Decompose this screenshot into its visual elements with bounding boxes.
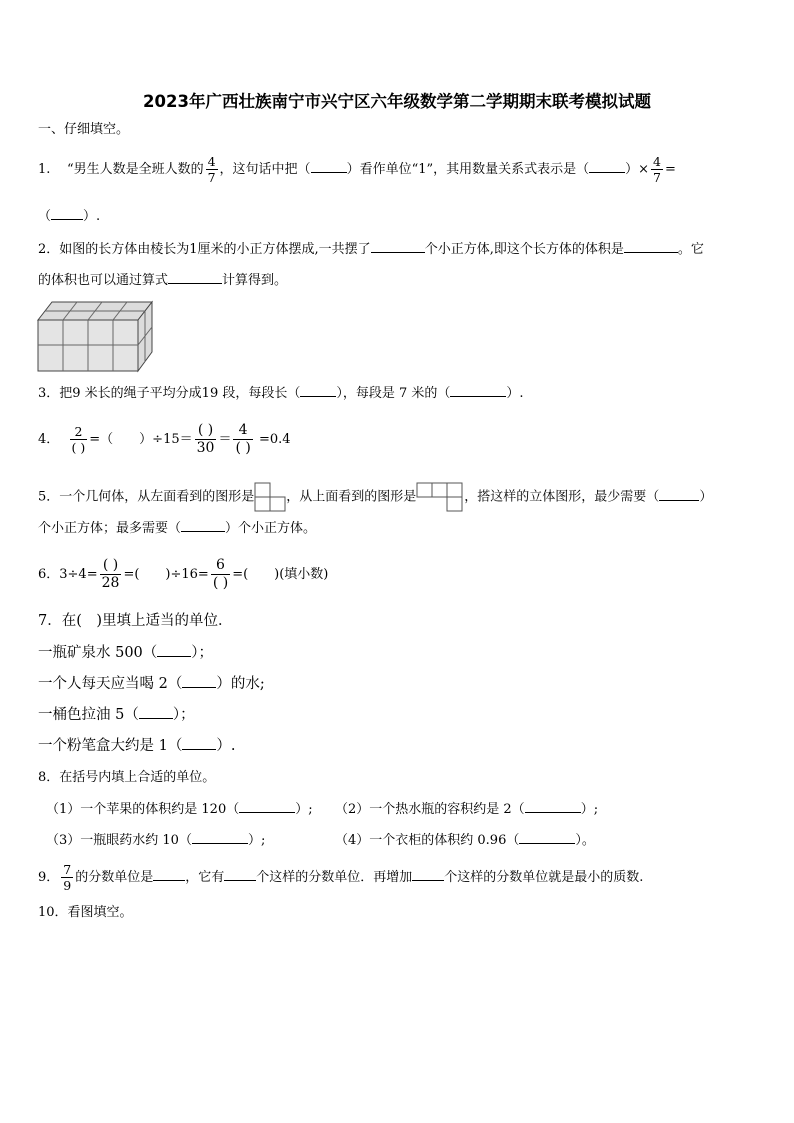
question-8-item: （3）一瓶眼药水约 10（ ）; [46, 833, 266, 848]
section-heading: 一、仔细填空。 [38, 122, 130, 137]
answer-blank[interactable] [181, 519, 225, 532]
fraction: $\frac{4}{( )}$ [235, 422, 251, 456]
answer-blank[interactable] [168, 271, 222, 284]
fraction: $\frac{6}{( )}$ [212, 557, 229, 591]
fraction: $\frac{7}{9}$ [63, 861, 72, 893]
fraction: $\frac{( )}{28}$ [101, 557, 120, 591]
left-view-figure [254, 482, 286, 512]
question-3: 3．把9 米长的绳子平均分成19 段，每段长（ ），每段是 7 米的（ ）. [38, 386, 524, 401]
question-6: 6．3÷4= $\frac{( )}{28}$ =( )÷16= $\frac{6}{( )}$ =( )(填小数) [38, 557, 329, 591]
page-title: 2023年广西壮族南宁市兴宁区六年级数学第二学期期末联考模拟试题 [143, 92, 651, 111]
question-7-item: 一个人每天应当喝 2（ ）的水; [38, 676, 265, 692]
question-5-continued: 个小正方体；最多需要（ ）个小正方体。 [38, 521, 317, 536]
question-10: 10．看图填空。 [38, 905, 133, 920]
answer-blank[interactable] [224, 868, 256, 881]
answer-blank[interactable] [157, 644, 191, 657]
question-5: 5．一个几何体，从左面看到的图形是 ，从上面看到的图形是 ，搭这样的立体图形，最少需要（ ） [38, 482, 712, 512]
top-view-figure [416, 482, 464, 512]
answer-blank[interactable] [624, 240, 678, 253]
answer-blank[interactable] [239, 800, 295, 813]
answer-blank[interactable] [525, 800, 581, 813]
question-8-item: （1）一个苹果的体积约是 120（ ）; [46, 802, 313, 817]
question-7-item: 一瓶矿泉水 500（ ）； [38, 645, 214, 661]
answer-blank[interactable] [192, 831, 248, 844]
answer-blank[interactable] [182, 737, 216, 750]
answer-blank[interactable] [450, 384, 506, 397]
answer-blank[interactable] [182, 675, 216, 688]
question-9: 9． $\frac{7}{9}$ 的分数单位是 ，它有 个这样的分数单位．再增加 个这样的分数单位就是最小的质数. [38, 861, 644, 893]
answer-blank[interactable] [300, 384, 336, 397]
question-2: 2．如图的长方体由棱长为1厘米的小正方体摆成,一共摆了 个小正方体,即这个长方体的体积是 。它 [38, 242, 704, 257]
answer-blank[interactable] [519, 831, 575, 844]
question-8-item: （2）一个热水瓶的容积约是 2（ ）; [335, 802, 599, 817]
answer-blank[interactable] [139, 706, 173, 719]
question-7-item: 一桶色拉油 5（ ）； [38, 707, 195, 723]
answer-blank[interactable] [659, 488, 699, 501]
fraction: $\frac{( )}{30}$ [196, 422, 215, 456]
answer-blank[interactable] [51, 207, 83, 220]
cuboid-figure [36, 300, 154, 374]
question-1: 1. “男生人数是全班人数的 $\frac{4}{7}$ ，这句话中把（ ）看作单位“1”，其用数量关系式表示是（ ）× $\frac{4}{7}$ = [38, 153, 676, 185]
answer-blank[interactable] [311, 160, 347, 173]
question-8-item: （4）一个衣柜的体积约 0.96（ ）。 [335, 833, 595, 848]
answer-blank[interactable] [153, 868, 185, 881]
fraction: $\frac{4}{7}$ [207, 153, 216, 185]
question-4: 4． $\frac{2}{( )}$ =（ ）÷15＝ $\frac{( )}{30}$ ＝ $\frac{4}{( )}$ =0.4 [38, 422, 291, 456]
answer-blank[interactable] [412, 868, 444, 881]
question-7-item: 一个粉笔盒大约是 1（ ）. [38, 738, 236, 754]
question-2-continued: 的体积也可以通过算式 计算得到。 [38, 273, 288, 288]
question-1-continued: （ ）. [38, 209, 101, 224]
question-7: 7．在( )里填上适当的单位． [38, 613, 233, 629]
fraction: $\frac{2}{( )}$ [71, 423, 86, 455]
question-8: 8．在括号内填上合适的单位。 [38, 770, 216, 785]
answer-blank[interactable] [589, 160, 625, 173]
fraction: $\frac{4}{7}$ [653, 153, 661, 185]
answer-blank[interactable] [371, 240, 425, 253]
